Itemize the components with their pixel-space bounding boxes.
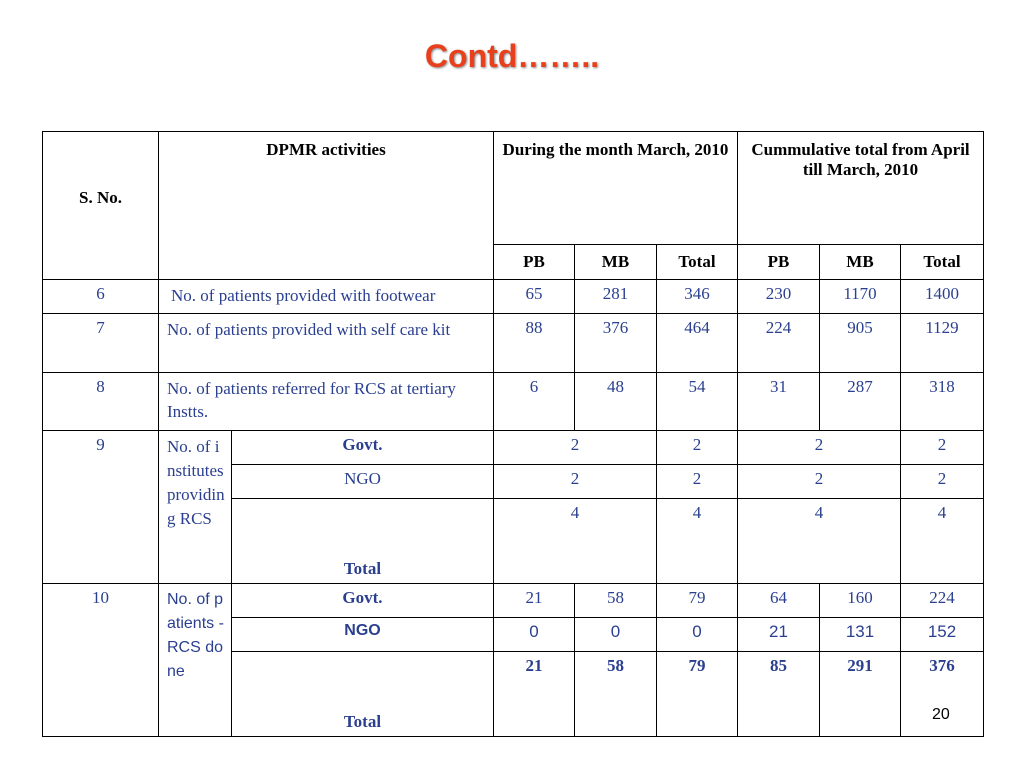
cell-value: 64: [738, 583, 820, 617]
cell-value: 224: [901, 583, 984, 617]
row-sno: 10: [43, 583, 159, 736]
row-subcategory-govt: Govt.: [232, 583, 494, 617]
cell-value: 905: [820, 314, 901, 372]
subheader-mb-month: MB: [575, 244, 657, 279]
sno-header-label: S. No.: [79, 188, 122, 207]
row-sno: 9: [43, 430, 159, 583]
activities-header: DPMR activities: [159, 132, 494, 280]
cell-value: 4: [657, 499, 738, 584]
cell-value: 131: [820, 618, 901, 652]
cell-value: 85: [738, 652, 820, 737]
cell-value: 2: [901, 465, 984, 499]
subheader-total-month: Total: [657, 244, 738, 279]
subheader-pb-cumulative: PB: [738, 244, 820, 279]
slide-title: Contd……..: [424, 38, 600, 74]
cell-value: 464: [657, 314, 738, 372]
cell-value: 1170: [820, 279, 901, 313]
cell-value: 65: [494, 279, 575, 313]
cell-value: 291: [820, 652, 901, 737]
cell-value: 230: [738, 279, 820, 313]
cell-value: 79: [657, 652, 738, 737]
row-sno: 6: [43, 279, 159, 313]
cell-value: 287: [820, 372, 901, 430]
cell-value: 2: [657, 465, 738, 499]
month-header: During the month March, 2010: [494, 132, 738, 245]
slide-number: 20: [932, 706, 950, 723]
cell-value: 376: [901, 652, 984, 737]
cell-value: 21: [494, 652, 575, 737]
dpmr-activities-table: [42, 131, 984, 737]
cell-value: 2: [738, 430, 901, 464]
cell-value: 346: [657, 279, 738, 313]
cell-value: 4: [738, 499, 901, 584]
row-description: No. of patients referred for RCS at tertiary Instts.: [159, 372, 494, 430]
sno-header: [43, 132, 159, 280]
subheader-pb-month: PB: [494, 244, 575, 279]
table-row: [43, 279, 984, 313]
cell-value: 2: [901, 430, 984, 464]
row-sno: 8: [43, 372, 159, 430]
cell-value: 2: [494, 465, 657, 499]
cell-value: 54: [657, 372, 738, 430]
cell-value: 1129: [901, 314, 984, 372]
cell-value: 31: [738, 372, 820, 430]
cell-value: 0: [657, 618, 738, 652]
row-description: No. of patients provided with footwear: [159, 279, 494, 313]
cell-value: 6: [494, 372, 575, 430]
row-subcategory-govt: Govt.: [232, 430, 494, 464]
table-header-row: [43, 132, 984, 245]
cell-value: 224: [738, 314, 820, 372]
cell-value: 318: [901, 372, 984, 430]
cell-value: 58: [575, 652, 657, 737]
row-subcategory-ngo: NGO: [232, 465, 494, 499]
cell-value: 58: [575, 583, 657, 617]
cell-value: 21: [738, 618, 820, 652]
cell-value: 1400: [901, 279, 984, 313]
cell-value: 160: [820, 583, 901, 617]
row-subcategory-ngo: NGO: [232, 618, 494, 652]
subheader-mb-cumulative: MB: [820, 244, 901, 279]
cell-value: 4: [494, 499, 657, 584]
row-description: No. of patients provided with self care kit: [159, 314, 494, 372]
cell-value: 2: [738, 465, 901, 499]
cell-value: 88: [494, 314, 575, 372]
table-row: [43, 314, 984, 372]
cell-value: 376: [575, 314, 657, 372]
cell-value: 152: [901, 618, 984, 652]
table-row: [43, 372, 984, 430]
cell-value: 79: [657, 583, 738, 617]
cell-value: 48: [575, 372, 657, 430]
table-row: [43, 430, 984, 464]
row-subcategory-total: Total: [232, 652, 494, 737]
row-description: No. of patients - RCS done: [159, 583, 232, 736]
row-description: No. of institutes providing RCS: [159, 430, 232, 583]
subheader-total-cumulative: Total: [901, 244, 984, 279]
cell-value: 281: [575, 279, 657, 313]
cell-value: 21: [494, 583, 575, 617]
cell-value: 2: [494, 430, 657, 464]
cell-value: 0: [494, 618, 575, 652]
row-subcategory-total: Total: [232, 499, 494, 584]
table-row: [43, 583, 984, 617]
cell-value: 2: [657, 430, 738, 464]
cumulative-header: Cummulative total from April till March, 2010: [738, 132, 984, 245]
dpmr-table-container: [42, 131, 983, 737]
cell-value: 4: [901, 499, 984, 584]
cell-value: 0: [575, 618, 657, 652]
row-sno: 7: [43, 314, 159, 372]
